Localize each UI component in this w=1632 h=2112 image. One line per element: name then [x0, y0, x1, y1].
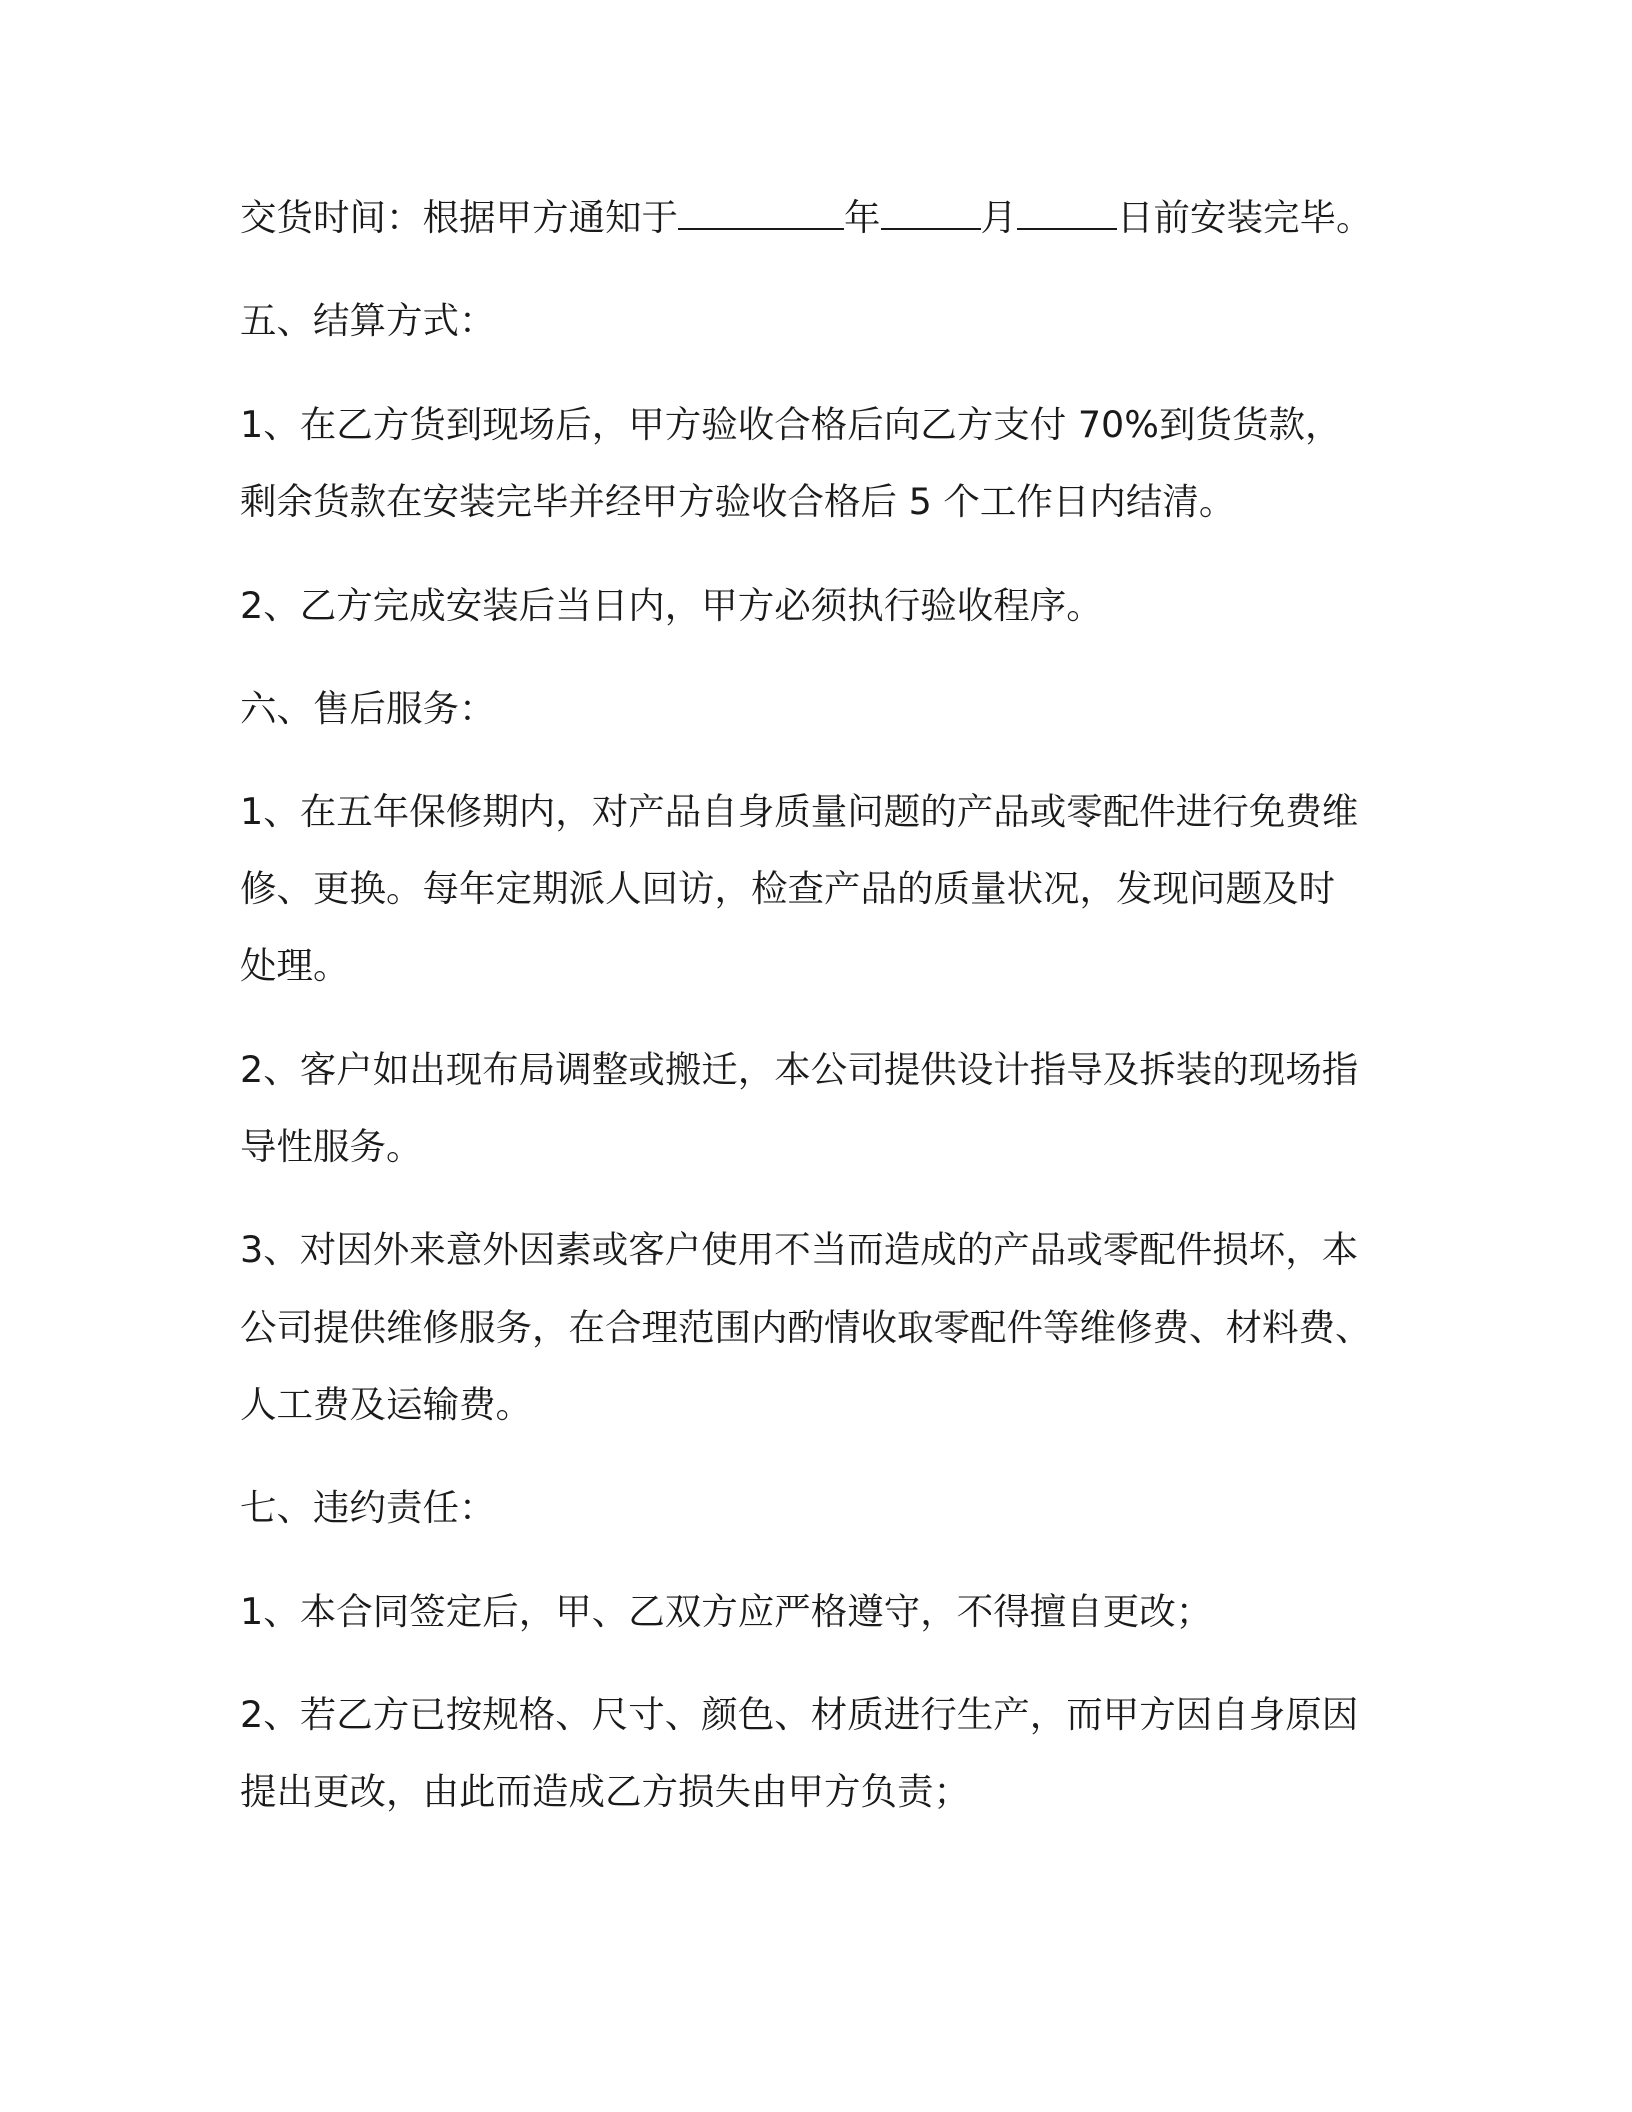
year-label: 年	[844, 196, 881, 239]
after-sales-item-2-line-2: 导性服务。	[240, 1125, 423, 1168]
after-sales-item-1-line-1: 1、在五年保修期内，对产品自身质量问题的产品或零配件进行免费维	[240, 790, 1359, 833]
settlement-item-1-line-1: 1、在乙方货到现场后，甲方验收合格后向乙方支付 70%到货货款，	[240, 403, 1342, 446]
settlement-item-1-line-2: 剩余货款在安装完毕并经甲方验收合格后 5 个工作日内结清。	[240, 480, 1236, 523]
section-heading-liability: 七、违约责任：	[240, 1486, 496, 1529]
after-sales-item-3-line-3: 人工费及运输费。	[240, 1383, 532, 1426]
after-sales-item-2-line-1: 2、客户如出现布局调整或搬迁，本公司提供设计指导及拆装的现场指	[240, 1048, 1359, 1091]
liability-item-1-line-1: 1、本合同签定后，甲、乙双方应严格遵守，不得擅自更改；	[240, 1590, 1213, 1633]
after-sales-item-3-line-1: 3、对因外来意外因素或客户使用不当而造成的产品或零配件损坏，本	[240, 1228, 1359, 1271]
month-label: 月	[980, 196, 1017, 239]
liability-item-2-line-1: 2、若乙方已按规格、尺寸、颜色、材质进行生产，而甲方因自身原因	[240, 1693, 1359, 1736]
after-sales-item-3-line-2: 公司提供维修服务，在合理范围内酌情收取零配件等维修费、材料费、	[240, 1306, 1372, 1349]
delivery-time-line	[240, 178, 1400, 257]
year-blank	[678, 200, 844, 230]
delivery-prefix: 交货时间：根据甲方通知于	[240, 196, 678, 239]
day-blank	[1017, 200, 1117, 230]
section-heading-after-sales: 六、售后服务：	[240, 687, 496, 730]
delivery-suffix: 日前安装完毕。	[1117, 196, 1373, 239]
month-blank	[881, 200, 981, 230]
section-heading-settlement: 五、结算方式：	[240, 299, 496, 342]
liability-item-2-line-2: 提出更改，由此而造成乙方损失由甲方负责；	[240, 1770, 970, 1813]
after-sales-item-1-line-3: 处理。	[240, 944, 350, 987]
settlement-item-2-line-1: 2、乙方完成安装后当日内，甲方必须执行验收程序。	[240, 584, 1103, 627]
after-sales-item-1-line-2: 修、更换。每年定期派人回访，检查产品的质量状况，发现问题及时	[240, 867, 1335, 910]
